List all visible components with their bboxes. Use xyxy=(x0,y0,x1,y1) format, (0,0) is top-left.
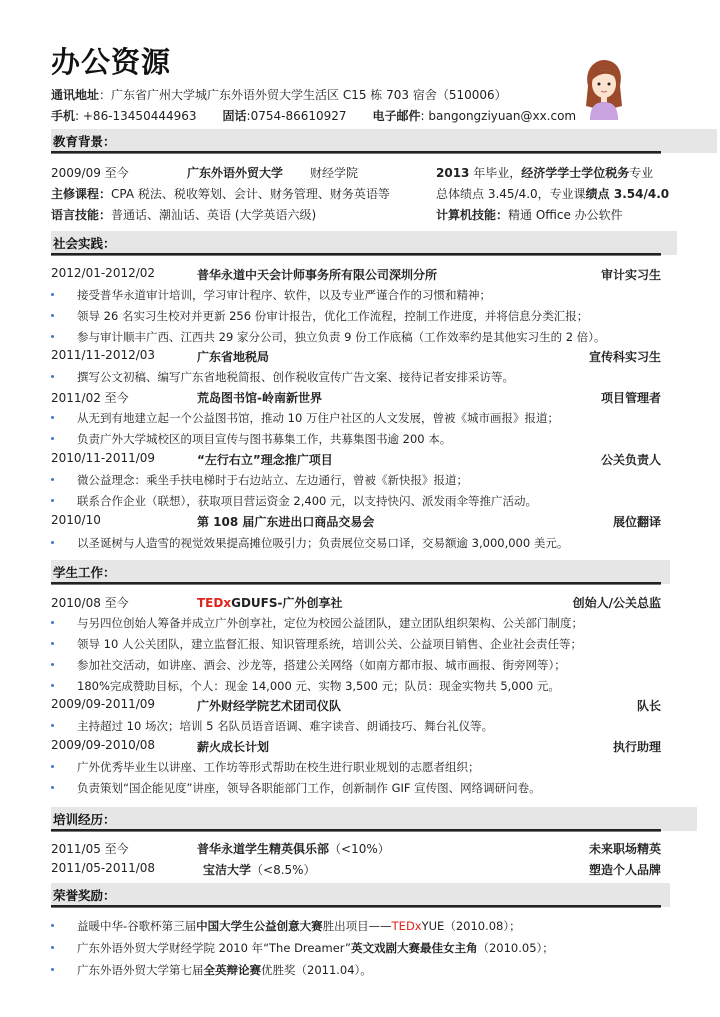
bullet-icon xyxy=(51,541,54,544)
edu-degree: 2013 年毕业，经济学学士学位税务专业 xyxy=(436,166,654,180)
bullet-icon xyxy=(51,765,54,768)
entry-date: 2010/08 至今 xyxy=(51,596,129,610)
entry-org: 第 108 届广东进出口商品交易会 xyxy=(197,515,375,529)
entry-date: 2009/09-2011/09 xyxy=(51,697,156,711)
landline-label: 固话 xyxy=(222,109,247,123)
bullet-icon xyxy=(51,724,54,727)
section-title: 学生工作： xyxy=(53,565,116,580)
bullet-icon xyxy=(51,375,54,378)
section-divider xyxy=(51,582,661,585)
bullet-icon xyxy=(51,416,54,419)
entry-role: 塑造个人品牌 xyxy=(588,863,661,877)
bullet-icon xyxy=(51,786,54,789)
address-label: 通讯地址 xyxy=(51,88,100,102)
section-divider xyxy=(51,829,661,832)
section-practice xyxy=(51,231,677,255)
bullet-icon xyxy=(51,642,54,645)
entry-org: 广东省地税局 xyxy=(197,350,270,364)
entry-date: 2010/10 xyxy=(51,513,101,527)
bullet-icon xyxy=(51,663,54,666)
entry-org: “左行右立”理念推广项目 xyxy=(197,453,333,467)
entry-org: 宝洁大学（<8.5%） xyxy=(203,863,316,877)
section-divider xyxy=(51,905,661,908)
section-title: 社会实践： xyxy=(53,236,116,251)
entry-role: 展位翻译 xyxy=(612,515,661,529)
phone-value: +86-13450444963 xyxy=(82,109,197,123)
entry-date: 2011/11-2012/03 xyxy=(51,348,156,362)
entry-org: 普华永道学生精英俱乐部（<10%） xyxy=(197,842,390,856)
bullet-icon xyxy=(51,293,54,296)
entry-org: 普华永道中天会计师事务所有限公司深圳分所 xyxy=(197,268,438,282)
phone-label: 手机 xyxy=(51,109,76,123)
bullet-icon xyxy=(51,314,54,317)
entry-role: 项目管理者 xyxy=(600,391,661,405)
bullet-icon xyxy=(51,924,54,927)
section-title: 荣誉奖励： xyxy=(53,888,116,903)
avatar-icon xyxy=(580,58,628,120)
bullet-icon xyxy=(51,621,54,624)
bullet-icon xyxy=(51,499,54,502)
landline-value: 0754-86610927 xyxy=(250,109,347,123)
bullet-icon xyxy=(51,335,54,338)
edu-school: 广东外语外贸大学 xyxy=(187,166,284,180)
bullet-icon xyxy=(51,946,54,949)
entry-role: 审计实习生 xyxy=(600,268,661,282)
bullet-icon xyxy=(51,437,54,440)
edu-computer: 计算机技能：精通 Office 办公软件 xyxy=(436,208,623,222)
candidate-name: 办公资源 xyxy=(51,45,172,79)
section-divider xyxy=(51,151,661,154)
bullet-icon xyxy=(51,478,54,481)
bullet-icon xyxy=(51,684,54,687)
entry-date: 2009/09-2010/08 xyxy=(51,738,156,752)
entry-org: TEDxGDUFS-广外创享社 xyxy=(197,596,343,610)
entry-role: 执行助理 xyxy=(612,740,661,754)
entry-date: 2011/02 至今 xyxy=(51,391,129,405)
entry-role: 公关负责人 xyxy=(600,453,661,467)
section-training xyxy=(51,807,697,831)
entry-org: 广外财经学院艺术团司仪队 xyxy=(197,699,342,713)
bullet-icon xyxy=(51,968,54,971)
section-divider xyxy=(51,253,661,256)
resume-page: 办公资源 通讯地址：广东省广州大学城广东外语外贸大学生活区 C15 栋 703 宿舍（510006） 手机: +86-13450444963 固话:0754-86610927 电子邮件: bangongziyuan@xx.com 教育背景： 2009/09 至今 广东外语外贸大学 财经学院 2013 年毕业，经济学学士学位税务专业 主修课程：CPA 税法、税收筹划、会计、财务管理、财务英语等 总体绩点 3.45/4.0，专业课绩点 3.54/4.0 语言技能：普通话、潮汕话、英语 (大学英语六级) 计算机技能：精通 Office 办公软件 社会实践： 2012/01-2012/02 普华永道中天会计师事务所有限公司深圳分所 审计实习生 接受普华永道审计培训，学习审计程序、软件，以及专业严谨合作的习惯和精神； 领导 26 名实习生校对并更新 256 份审计报告，优化工作流程，控制工作进度，并将信息分类汇报； 参与审计顺丰广西、江西共 29 家分公司，独立负责 9 份工作底稿（工作效率约是其他实习生的 2 倍）。 2011/11-2012/03 广东省地税局 宣传科实习生 撰写公文初稿、编写广东省地税简报、创作税收宣传广告文案、接待记者安排采访等。 2011/02 至今 荒岛图书馆-岭南新世界 项目管理者 从无到有地建立起一个公益图书馆，推动 10 万住户社区的人文发展，曾被《城市画报》报道； 负责广外大学城校区的项目宣传与图书募集工作，共募集图书逾 200 本。 2010/11-2011/09 “左行右立”理念推广项目 公关负责人 微公益理念：乘坐手扶电梯时于右边站立、左边通行，曾被《新快报》报道； 联系合作企业（联想），获取项目营运资金 2,400 元，以支持快闪、派发雨伞等推广活动。 2010/10 第 108 届广东进出口商品交易会 展位翻译 以圣诞树与人造雪的视觉效果提高摊位吸引力；负责展位交易口译，交易额逾 3,000,000 美元。 学生工作： 2010/08 至今 TEDxGDUFS-广外创享社 创始人/公关总监 与另四位创始人筹备并成立广外创享社，定位为校园公益团队，建立团队组织架构、公关部门制度； 领导 10 人公关团队，建立监督汇报、知识管理系统，培训公关、公益项目销售、企业社会责任等； 参加社交活动，如讲座、酒会、沙龙等，搭建公关网络（如南方都市报、城市画报、街旁网等）； 180%完成赞助目标，个人：现金 14,000 元、实物 3,500 元；队员：现金实物共 5,000 元。 2009/09-2011/09 广外财经学院艺术团司仪队 队长 主持超过 10 场次；培训 5 名队员语音语调、难字读音、朗诵技巧、舞台礼仪等。 2009/09-2010/08 薪火成长计划 执行助理 广外优秀毕业生以讲座、工作坊等形式帮助在校生进行职业规划的志愿者组织； 负责策划“国企能见度”讲座，领导各职能部门工作，创新制作 GIF 宣传图、网络调研问卷。 培训经历： 2011/05 至今 普华永道学生精英俱乐部（<10%） 未来职场精英 2011/05-2011/08 宝洁大学（<8.5%） 塑造个人品牌 荣誉奖励： 益暖中华-谷歌杯第三届中国大学生公益创意大赛胜出项目——TEDxYUE（2010.08）； 广东外语外贸大学财经学院 2010 年“The Dreamer”英文戏剧大赛最佳女主角（2010.05）； 广东外语外贸大学第七届全英辩论赛优胜奖（2011.04）。 xyxy=(0,0,720,1017)
edu-gpa: 总体绩点 3.45/4.0，专业课绩点 3.54/4.0 xyxy=(436,187,670,201)
entry-date: 2011/05-2011/08 xyxy=(51,861,156,875)
section-honors xyxy=(51,883,670,907)
entry-role: 队长 xyxy=(636,699,661,713)
edu-language: 语言技能：普通话、潮汕话、英语 (大学英语六级) xyxy=(51,208,317,222)
contact-line: 手机: +86-13450444963 固话:0754-86610927 电子邮件: bangongziyuan@xx.com xyxy=(51,109,577,123)
entry-org: 荒岛图书馆-岭南新世界 xyxy=(197,391,322,405)
section-education xyxy=(51,129,717,153)
edu-college: 财经学院 xyxy=(310,166,359,180)
email-label: 电子邮件 xyxy=(372,109,421,123)
entry-role: 创始人/公关总监 xyxy=(572,596,661,610)
section-title: 培训经历： xyxy=(53,812,116,827)
entry-date: 2010/11-2011/09 xyxy=(51,451,156,465)
edu-courses: 主修课程：CPA 税法、税收筹划、会计、财务管理、财务英语等 xyxy=(51,187,390,201)
section-student-work xyxy=(51,560,670,584)
address-line: 通讯地址：广东省广州大学城广东外语外贸大学生活区 C15 栋 703 宿舍（510006） xyxy=(51,88,507,102)
entry-org: 薪火成长计划 xyxy=(197,740,270,754)
entry-date: 2011/05 至今 xyxy=(51,842,129,856)
section-title: 教育背景： xyxy=(53,134,116,149)
edu-date: 2009/09 至今 xyxy=(51,166,129,180)
entry-role: 未来职场精英 xyxy=(588,842,661,856)
address-value: 广东省广州大学城广东外语外贸大学生活区 C15 栋 703 宿舍（510006） xyxy=(111,88,507,102)
entry-date: 2012/01-2012/02 xyxy=(51,266,156,280)
email-link[interactable]: bangongziyuan@xx.com xyxy=(428,109,577,123)
entry-role: 宣传科实习生 xyxy=(588,350,661,364)
